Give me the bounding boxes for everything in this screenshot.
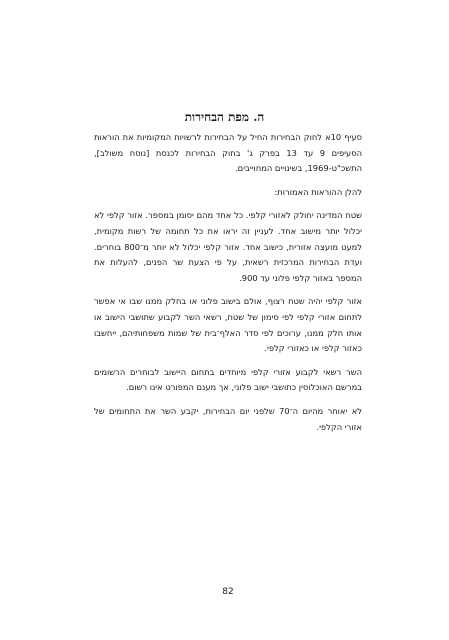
paragraph-special-areas: השר רשאי לקבוע אזורי קלפי מיוחדים בתחום היישוב לבוחרים הרשומים במרשם האוכלוסין כתושבי ישוב פלוני, אך מענם המפורט אינו רשום. xyxy=(94,366,362,393)
paragraph-contiguous-area: אזור קלפי יהיה שטח רצוף, אולם בישוב פלוני או בחלק ממנו שבו אי אפשר לתחום אזורי קלפי לפי סימון של שטח, רשאי השר לקבוע שתושבי הישוב או אותו חלק ממנו, ערוכים לפי סדר האלף־בית של שמות משפחותיהם, ייחשבו כאזור קלפי או כאזורי קלפי. xyxy=(94,296,362,354)
paragraph-intro: להלן ההוראות האמורות: xyxy=(274,186,362,197)
paragraph-section-10a: סעיף 10א לחוק הבחירות החיל על הבחירות לרשויות המקומיות את הוראות הסעיפים 9 עד 13 בפרק ג' בחוק הבחירות לכנסת [נוסח משולב], התשכ"ט-1969, בשינויים המחוייבים. xyxy=(94,132,363,174)
paragraph-deadline: לא יאוחר מהיום ה־70 שלפני יום הבחירות, יקבע השר את התחומים של אזורי הקלפי. xyxy=(94,405,362,432)
page-number: 82 xyxy=(222,587,234,597)
section-body xyxy=(94,130,362,443)
section-heading: ה. מפת הבחירות xyxy=(184,110,265,124)
paragraph-polling-areas: שטח המדינה יחולק לאזורי קלפי. כל אחד מהם יסומן במספר. אזור קלפי לא יכלול יותר מישוב אחד. לעניין זה יראו את כל תחומה של רשות מקומית, למעט מועצה אזורית, כישוב אחד. אזור קלפי יכלול לא יותר מ־800 בוחרים. ועדת הבחירות המרכזית רשאית, על פי הצעת שר הפנים, להעלות את המספר באזור קלפי פלוני עד 900. xyxy=(94,210,362,283)
